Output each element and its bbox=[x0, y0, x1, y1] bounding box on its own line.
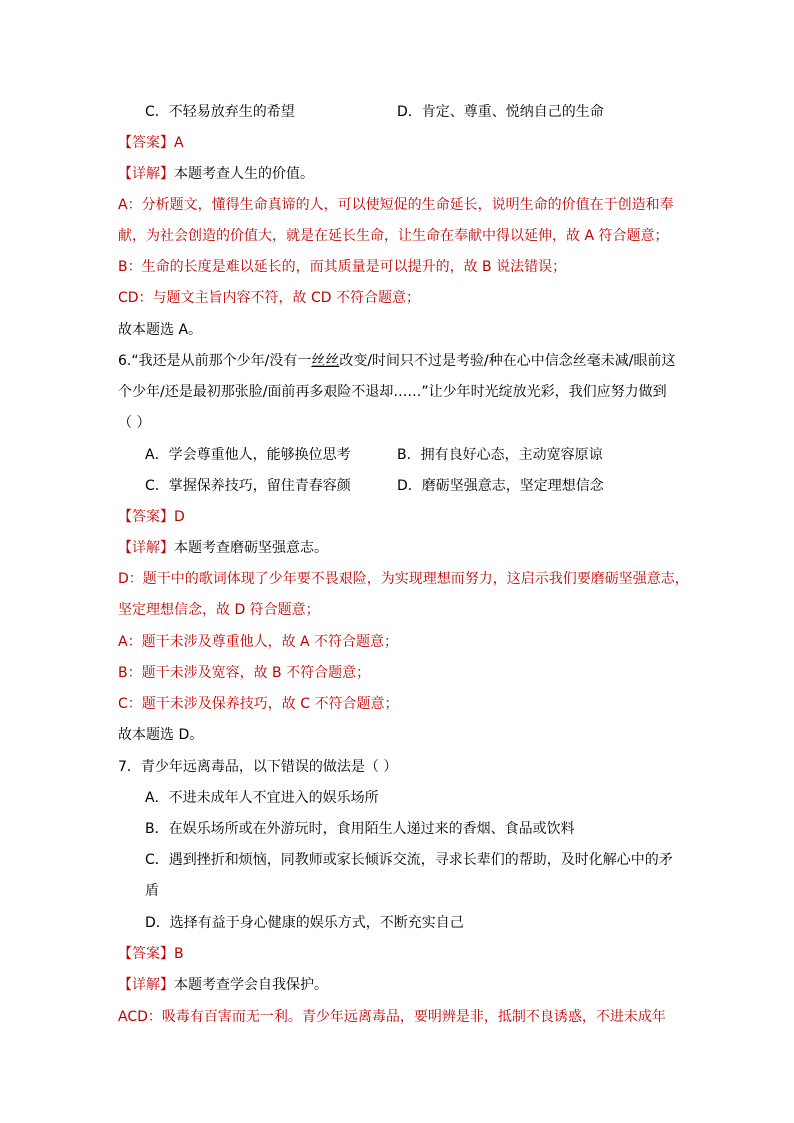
q6-stem-text: 改变/时间只不过是考验/种在心中信念丝毫未减/眼前这 bbox=[339, 353, 676, 369]
q6-analysis-c: C：题干未涉及保养技巧，故 C 不符合题意； bbox=[118, 696, 399, 712]
detail-label: 【详解】 bbox=[118, 166, 174, 182]
q7-option-c-line2: 盾 bbox=[145, 883, 159, 899]
q6-answer bbox=[118, 507, 185, 527]
q6-option-a: A．学会尊重他人，能够换位思考 bbox=[145, 447, 351, 463]
answer-value: B bbox=[174, 946, 184, 962]
q7-stem: 7．青少年远离毒品，以下错误的做法是（ ） bbox=[118, 759, 398, 775]
detail-intro: 本题考查磨砺坚强意志。 bbox=[174, 540, 328, 556]
q6-option-b: B．拥有良好心态，主动宽容原谅 bbox=[397, 447, 603, 463]
answer-value: D bbox=[174, 509, 185, 525]
q5-detail bbox=[118, 164, 314, 184]
q6-stem-text: 6.“我还是从前那个少年/没有一 bbox=[118, 353, 312, 369]
q7-option-c-line1: C．遇到挫折和烦恼，同教师或家长倾诉交流，寻求长辈们的帮助，及时化解心中的矛 bbox=[145, 852, 673, 868]
answer-label: 【答案】 bbox=[118, 509, 174, 525]
q5-analysis-a-line2: 献，为社会创造的价值大，就是在延长生命，让生命在奉献中得以延伸，故 A 符合题意； bbox=[118, 228, 669, 244]
q7-option-b: B．在娱乐场所或在外游玩时，食用陌生人递过来的香烟、食品或饮料 bbox=[145, 821, 575, 837]
q6-detail bbox=[118, 538, 328, 558]
q6-analysis-d-line1: D：题干中的歌词体现了少年要不畏艰险，为实现理想而努力，这启示我们要磨砺坚强意志， bbox=[118, 571, 689, 587]
q6-analysis-d-line2: 坚定理想信念，故 D 符合题意； bbox=[118, 602, 320, 618]
q6-stem-line3: （ ） bbox=[118, 415, 151, 431]
q6-option-d: D．磨砺坚强意志，坚定理想信念 bbox=[397, 478, 604, 494]
q6-stem-line2: 个少年/还是最初那张脸/面前再多艰险不退却……”让少年时光绽放光彩，我们应努力做到 bbox=[118, 384, 667, 400]
q6-option-c: C．掌握保养技巧，留住青春容颜 bbox=[145, 478, 351, 494]
q6-analysis-b: B：题干未涉及宽容，故 B 不符合题意； bbox=[118, 665, 371, 681]
q6-analysis-a: A：题干未涉及尊重他人，故 A 不符合题意； bbox=[118, 634, 399, 650]
answer-value: A bbox=[174, 135, 184, 151]
detail-intro: 本题考查学会自我保护。 bbox=[174, 977, 328, 993]
q7-option-d: D．选择有益于身心健康的娱乐方式，不断充实自己 bbox=[145, 915, 464, 931]
q5-analysis-cd: CD：与题文主旨内容不符，故 CD 不符合题意； bbox=[118, 290, 421, 306]
q7-answer bbox=[118, 944, 184, 964]
q6-stem-line1 bbox=[118, 351, 675, 371]
q5-option-d: D．肯定、尊重、悦纳自己的生命 bbox=[397, 104, 604, 120]
q5-answer bbox=[118, 133, 184, 153]
detail-intro: 本题考查人生的价值。 bbox=[174, 166, 314, 182]
q5-analysis-b: B：生命的长度是难以延长的，而其质量是可以提升的，故 B 说法错误； bbox=[118, 259, 567, 275]
q7-detail bbox=[118, 975, 328, 995]
answer-label: 【答案】 bbox=[118, 135, 174, 151]
q5-option-c: C．不轻易放弃生的希望 bbox=[145, 104, 295, 120]
q5-conclusion: 故本题选 A。 bbox=[118, 322, 203, 338]
q6-conclusion: 故本题选 D。 bbox=[118, 727, 204, 743]
answer-label: 【答案】 bbox=[118, 946, 174, 962]
q7-analysis-acd: ACD：吸毒有百害而无一利。青少年远离毒品，要明辨是非，抵制不良诱惑，不进未成年 bbox=[118, 1009, 666, 1025]
detail-label: 【详解】 bbox=[118, 977, 174, 993]
q5-analysis-a-line1: A：分析题文，懂得生命真谛的人，可以使短促的生命延长，说明生命的价值在于创造和奉 bbox=[118, 197, 674, 213]
detail-label: 【详解】 bbox=[118, 540, 174, 556]
q7-option-a: A．不进未成年人不宜进入的娱乐场所 bbox=[145, 790, 379, 806]
q6-stem-underlined: 丝丝 bbox=[311, 353, 340, 369]
